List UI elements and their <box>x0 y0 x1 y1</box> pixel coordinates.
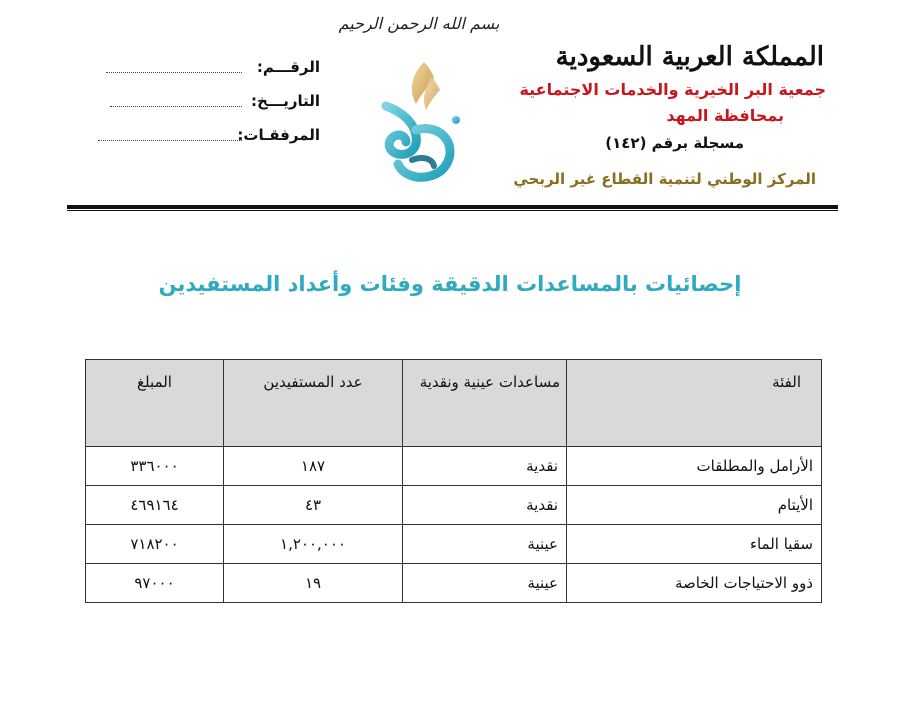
cell-amount: ٤٦٩١٦٤ <box>86 486 224 525</box>
table-row <box>86 447 822 486</box>
header-divider-thin <box>67 210 838 211</box>
header-beneficiaries: عدد المستفيدين <box>224 360 403 447</box>
governorate-name: بمحافظة المهد <box>666 106 784 125</box>
table-header-row <box>86 360 822 447</box>
national-center-name: المركز الوطني لتنمية القطاع غير الربحي <box>513 170 816 188</box>
cell-amount: ٧١٨٢٠٠ <box>86 525 224 564</box>
table-row <box>86 564 822 603</box>
attachments-dotted-line <box>98 140 242 141</box>
registration-number: مسجلة برقم (١٤٢) <box>605 134 744 152</box>
cell-category: الأيتام <box>567 486 822 525</box>
cell-beneficiaries: ١٩ <box>224 564 403 603</box>
date-label: التاريـــخ: <box>251 92 320 110</box>
attachments-field <box>98 126 320 150</box>
cell-beneficiaries: ١,٢٠٠,٠٠٠ <box>224 525 403 564</box>
cell-aid-type: عينية <box>403 564 567 603</box>
date-field <box>98 92 320 116</box>
logo-mark-icon <box>372 56 468 190</box>
cell-aid-type: نقدية <box>403 447 567 486</box>
association-name: جمعية البر الخيرية والخدمات الاجتماعية <box>519 80 826 99</box>
cell-aid-type: نقدية <box>403 486 567 525</box>
header-divider-thick <box>67 205 838 209</box>
cell-category: سقيا الماء <box>567 525 822 564</box>
header-aid-type: مساعدات عينية ونقدية <box>403 360 567 447</box>
reference-number-dotted-line <box>106 72 242 73</box>
kingdom-name: المملكة العربية السعودية <box>555 42 824 72</box>
cell-category: الأرامل والمطلقات <box>567 447 822 486</box>
date-dotted-line <box>110 106 242 107</box>
attachments-label: المرفقـات: <box>237 126 320 144</box>
reference-number-field <box>98 58 320 82</box>
cell-beneficiaries: ٤٣ <box>224 486 403 525</box>
cell-beneficiaries: ١٨٧ <box>224 447 403 486</box>
document-title: إحصائيات بالمساعدات الدقيقة وفئات وأعداد المستفيدين <box>158 272 742 296</box>
basmala: بسم الله الرحمن الرحيم <box>338 14 500 33</box>
association-logo <box>372 56 468 190</box>
header-amount: المبلغ <box>86 360 224 447</box>
statistics-table <box>85 359 822 603</box>
table-row <box>86 525 822 564</box>
cell-amount: ٩٧٠٠٠ <box>86 564 224 603</box>
table-row <box>86 486 822 525</box>
reference-number-label: الرقـــم: <box>256 58 320 76</box>
header-category: الفئة <box>567 360 822 447</box>
cell-amount: ٣٣٦٠٠٠ <box>86 447 224 486</box>
cell-aid-type: عينية <box>403 525 567 564</box>
cell-category: ذوو الاحتياجات الخاصة <box>567 564 822 603</box>
